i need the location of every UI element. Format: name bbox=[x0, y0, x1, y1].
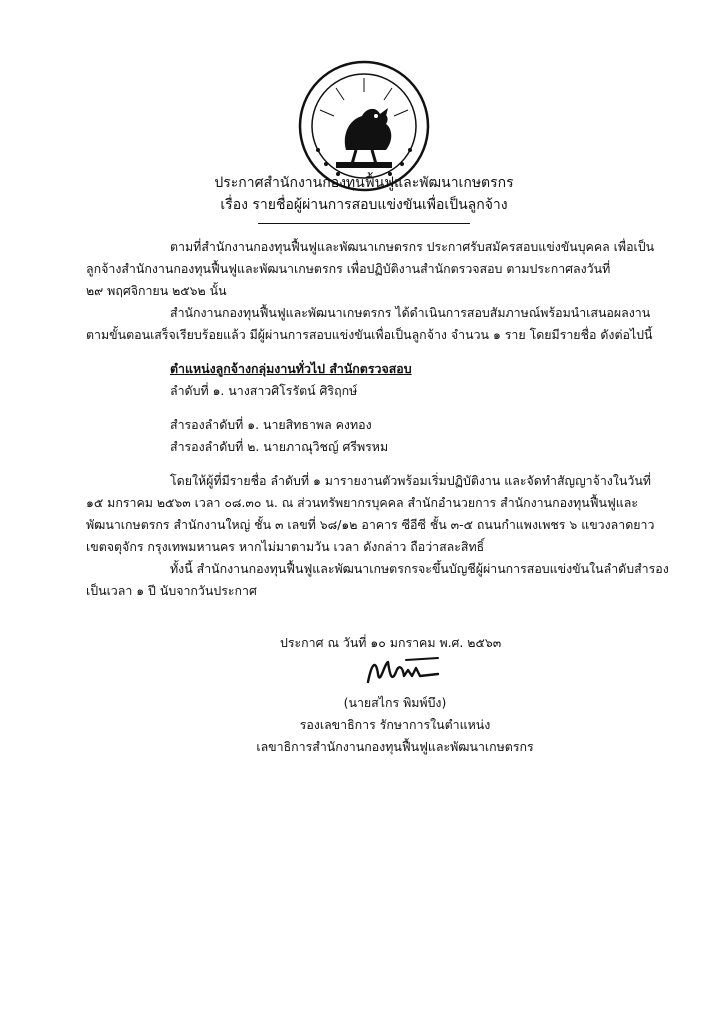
reserve-2: สำรองลำดับที่ ๒. นายภาณุวิชญ์ ศรีพรหม bbox=[170, 439, 389, 454]
para1-line2: ลูกจ้างสำนักงานกองทุนฟื้นฟูและพัฒนาเกษตรกร เพื่อปฏิบัติงานสำนักตรวจสอบ ตามประกาศลงวันที่ bbox=[86, 261, 611, 276]
document-subject: เรื่อง รายชื่อผู้ผ่านการสอบแข่งขันเพื่อเป็นลูกจ้าง bbox=[220, 197, 508, 213]
para3-line3: พัฒนาเกษตรกร สำนักงานใหญ่ ชั้น ๓ เลขที่ ๖๘/๑๒ อาคาร ซีอีซี ชั้น ๓-๕ ถนนกำแพงเพชร ๖ แขวงลาดยาว bbox=[86, 517, 655, 532]
para1-line1: ตามที่สำนักงานกองทุนฟื้นฟูและพัฒนาเกษตรกร ประกาศรับสมัครสอบแข่งขันบุคคล เพื่อเป็น bbox=[170, 239, 655, 254]
handwritten-signature bbox=[362, 652, 442, 692]
para4-line1: ทั้งนี้ สำนักงานกองทุนฟื้นฟูและพัฒนาเกษตรกรจะขึ้นบัญชีผู้ผ่านการสอบแข่งขันในลำดับสำรอง bbox=[170, 561, 669, 576]
para3-line4: เขตจตุจักร กรุงเทพมหานคร หากไม่มาตามวัน เวลา ดังกล่าว ถือว่าสละสิทธิ์ bbox=[86, 539, 485, 554]
signer-role-2: เลขาธิการสำนักงานกองทุนฟื้นฟูและพัฒนาเกษตรกร bbox=[256, 739, 534, 754]
para1-line3: ๒๙ พฤศจิกายน ๒๕๖๒ นั้น bbox=[86, 283, 227, 298]
position-heading: ตำแหน่งลูกจ้างกลุ่มงานทั่วไป สำนักตรวจสอบ bbox=[170, 361, 412, 376]
para4-line2: เป็นเวลา ๑ ปี นับจากวันประกาศ bbox=[86, 583, 257, 598]
document-title: ประกาศสำนักงานกองทุนฟื้นฟูและพัฒนาเกษตรกร bbox=[214, 175, 514, 191]
para2-line1: สำนักงานกองทุนฟื้นฟูและพัฒนาเกษตรกร ได้ดำเนินการสอบสัมภาษณ์พร้อมนำเสนอผลงาน bbox=[170, 305, 651, 320]
signer-name: (นายสไกร พิมพ์บึง) bbox=[343, 695, 447, 710]
announcement-date: ประกาศ ณ วันที่ ๑๐ มกราคม พ.ศ. ๒๕๖๓ bbox=[280, 635, 502, 650]
para3-line2: ๑๕ มกราคม ๒๕๖๓ เวลา ๐๘.๓๐ น. ณ ส่วนทรัพยากรบุคคล สำนักอำนวยการ สำนักงานกองทุนฟื้นฟูและ bbox=[86, 495, 638, 510]
signer-role-1: รองเลขาธิการ รักษาการในตำแหน่ง bbox=[299, 717, 491, 732]
rank-1: ลำดับที่ ๑. นางสาวศิโรรัตน์ ศิริฤกษ์ bbox=[170, 383, 358, 398]
para3-line1: โดยให้ผู้ที่มีรายชื่อ ลำดับที่ ๑ มารายงานตัวพร้อมเริ่มปฏิบัติงาน และจัดทำสัญญาจ้างในวันที่ bbox=[170, 473, 651, 488]
para2-line2: ตามขั้นตอนเสร็จเรียบร้อยแล้ว มีผู้ผ่านการสอบแข่งขันเพื่อเป็นลูกจ้าง จำนวน ๑ ราย โดยมีรายชื่อ ดังต่อไปนี้ bbox=[86, 327, 653, 342]
header-divider bbox=[258, 223, 470, 224]
reserve-1: สำรองลำดับที่ ๑. นายสิทธาพล คงทอง bbox=[170, 417, 372, 432]
